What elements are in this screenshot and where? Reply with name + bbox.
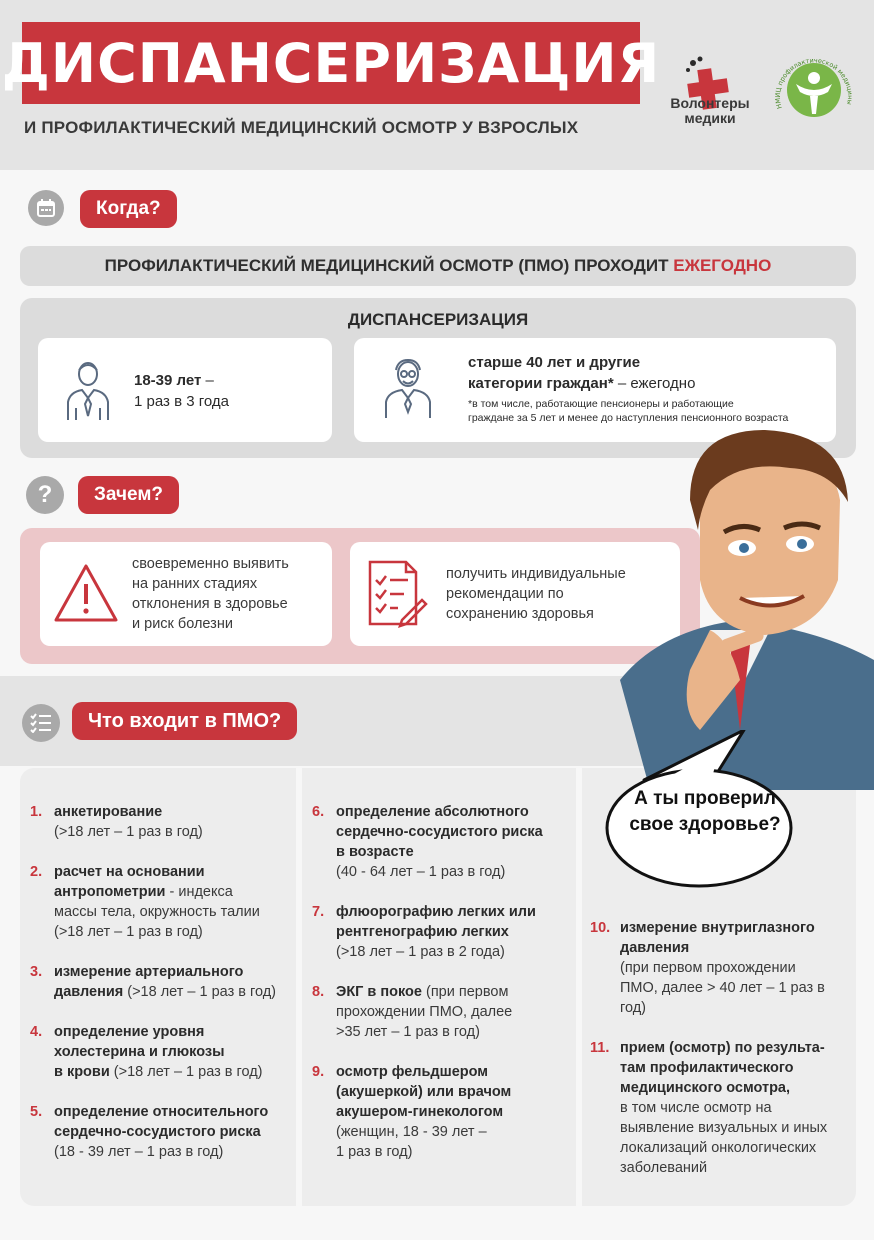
pmo-item [590, 918, 844, 1018]
pmo-item [30, 802, 294, 842]
nmic-logo [772, 48, 856, 132]
age-18-39-text [134, 370, 229, 412]
pmo-item-bold: давления [54, 984, 124, 1000]
warning-icon [52, 562, 120, 624]
pmo-item-bold: рентгенографию легких [336, 924, 509, 940]
pmo-item-bold: осмотр фельдшером [336, 1064, 489, 1080]
pmo-item-line [54, 1022, 294, 1042]
pmo-item [312, 982, 566, 1042]
pmo-item-detail: (>18 лет – 1 раз в год) [54, 924, 203, 940]
recommendations-line2: рекомендации по [446, 586, 564, 602]
question-icon: ? [26, 476, 64, 514]
pmo-item-number: 7. [312, 904, 325, 920]
page-subtitle: И ПРОФИЛАКТИЧЕСКИЙ МЕДИЦИНСКИЙ ОСМОТР У ВЗРОСЛЫХ [24, 118, 579, 137]
age-40-plus-label-line2: категории граждан* [468, 375, 614, 392]
pmo-item-line [54, 1042, 294, 1062]
pmo-item-number: 4. [30, 1024, 43, 1040]
recommendations-line1: получить индивидуальные [446, 566, 626, 582]
pmo-item-detail: в том числе осмотр на [620, 1100, 772, 1116]
pmo-item-line [336, 922, 566, 942]
early-detection-card [40, 542, 332, 646]
pmo-item-bold: давления [620, 940, 690, 956]
pmo-item [30, 862, 294, 942]
dispensarization-title: ДИСПАНСЕРИЗАЦИЯ [347, 310, 529, 329]
age-18-39-dash: – [201, 372, 214, 389]
pmo-item-bold: акушером-гинекологом [336, 1104, 504, 1120]
pmo-item-line [336, 1082, 566, 1102]
pmo-item [312, 802, 566, 882]
pmo-item-line [620, 918, 844, 938]
pmo-item-bold: измерение артериального [54, 964, 244, 980]
age-18-39-label: 18-39 лет [134, 372, 202, 389]
pmo-frequency-banner [20, 246, 856, 286]
pmo-item-bold: холестерина и глюкозы [54, 1044, 225, 1060]
pmo-banner-text: ПРОФИЛАКТИЧЕСКИЙ МЕДИЦИНСКИЙ ОСМОТР (ПМО) ПРОХОДИТ [104, 256, 669, 275]
pmo-item-detail: >35 лет – 1 раз в год) [336, 1024, 480, 1040]
pmo-item-bold: сердечно-сосудистого риска [54, 1124, 261, 1140]
early-detection-line4: и риск болезни [132, 616, 233, 632]
pmo-item-line [54, 882, 294, 902]
volunteers-label-line1: Волонтеры [670, 95, 750, 111]
pmo-item-detail: (женщин, 18 - 39 лет – [336, 1124, 487, 1140]
pmo-item-bold: прием (осмотр) по результа- [620, 1040, 825, 1056]
pmo-item-bold: расчет на основании [54, 864, 205, 880]
age-40-plus-footnote [468, 397, 828, 425]
pmo-item-detail: (18 - 39 лет – 1 раз в год) [54, 1144, 224, 1160]
pmo-item-bold: измерение внутриглазного [620, 920, 815, 936]
footnote-line2: граждане за 5 лет и менее до наступления пенсионного возраста [468, 412, 789, 424]
pmo-item-detail: год) [620, 1000, 647, 1016]
volunteers-medics-label [660, 96, 760, 126]
pmo-item-bold: в возрасте [336, 844, 414, 860]
pmo-item-bold: определение относительного [54, 1104, 269, 1120]
age-40-plus-label-line1: старше 40 лет и другие [468, 354, 641, 371]
pmo-item-detail: 1 раз в год) [336, 1144, 413, 1160]
early-detection-line2: на ранних стадиях [132, 576, 258, 592]
pmo-item-tail: (>18 лет – 1 раз в год) [109, 1064, 263, 1080]
age-18-39-frequency: 1 раз в 3 года [134, 393, 229, 410]
pmo-item-detail: прохождении ПМО, далее [336, 1004, 513, 1020]
pmo-item-line [336, 842, 566, 862]
pmo-item [30, 962, 294, 1002]
pmo-item-line [54, 802, 294, 822]
pmo-item-line [336, 1102, 566, 1122]
pmo-item-bold: в крови [54, 1064, 110, 1080]
bubble-line2: свое здоровье? [629, 814, 781, 835]
pmo-item [312, 902, 566, 962]
pmo-item-bold: определение абсолютного [336, 804, 529, 820]
pmo-item-line [336, 822, 566, 842]
older-man-icon [382, 356, 434, 420]
age-40-plus-frequency: – ежегодно [613, 375, 696, 392]
pmo-item-line [620, 1038, 844, 1058]
pmo-item-line [336, 1062, 566, 1082]
pmo-item-line [620, 1058, 844, 1078]
volunteers-label-line2: медики [684, 110, 736, 126]
pmo-item-number: 2. [30, 864, 43, 880]
early-detection-text [132, 554, 289, 634]
pmo-item [30, 1022, 294, 1082]
section-label-why: Зачем? [78, 476, 179, 514]
early-detection-line1: своевременно выявить [132, 556, 289, 572]
pmo-item-line [54, 862, 294, 882]
bubble-line1: А ты проверил [634, 788, 776, 809]
pmo-item-detail: массы тела, окружность талии [54, 904, 260, 920]
pmo-item-detail: (>18 лет – 1 раз в 2 года) [336, 944, 505, 960]
pmo-item-detail: выявление визуальных и иных [620, 1120, 828, 1136]
pmo-item-bold: сердечно-сосудистого риска [336, 824, 543, 840]
pmo-item [30, 1102, 294, 1162]
section-label-when: Когда? [80, 190, 177, 228]
pmo-item-number: 5. [30, 1104, 43, 1120]
pmo-item-tail: (при первом [421, 984, 509, 1000]
pmo-item-line [54, 1062, 294, 1082]
pmo-item-tail: (>18 лет – 1 раз в год) [123, 984, 276, 1000]
pmo-item-bold: определение уровня [54, 1024, 205, 1040]
pmo-item-number: 10. [590, 920, 611, 936]
pmo-item-bold: флюорографию легких или [336, 904, 536, 920]
pmo-item-line [54, 982, 294, 1002]
pmo-item-line [620, 938, 844, 958]
pmo-item-bold: медицинского осмотра, [620, 1080, 791, 1096]
pmo-item-number: 1. [30, 804, 43, 820]
pmo-item-detail: (при первом прохождении [620, 960, 796, 976]
pmo-item [590, 1038, 844, 1178]
pmo-item-number: 8. [312, 984, 325, 1000]
pmo-item-line [54, 962, 294, 982]
pmo-item-tail: - индекса [165, 884, 233, 900]
svg-text:НМИЦ профилактической медицины: НМИЦ профилактической медицины [773, 56, 855, 110]
pmo-item-number: 6. [312, 804, 325, 820]
page-title: ДИСПАНСЕРИЗАЦИЯ [22, 22, 640, 104]
early-detection-line3: отклонения в здоровье [132, 596, 288, 612]
pmo-item-detail: локализаций онкологических [620, 1140, 817, 1156]
recommendations-line3: сохранению здоровья [446, 606, 594, 622]
pmo-item [312, 1062, 566, 1162]
checklist-icon [366, 558, 428, 628]
age-18-39-card [38, 338, 332, 442]
pmo-item-number: 11. [590, 1040, 610, 1056]
list-icon [22, 704, 60, 742]
section-label-pmo: Что входит в ПМО? [72, 702, 297, 740]
pmo-item-number: 9. [312, 1064, 325, 1080]
calendar-icon [28, 190, 64, 226]
pmo-item-bold: (акушеркой) или врачом [336, 1084, 512, 1100]
age-40-plus-text [468, 352, 828, 425]
pmo-item-number: 3. [30, 964, 43, 980]
pmo-item-bold: ЭКГ в покое [336, 984, 422, 1000]
pmo-item-line [54, 1102, 294, 1122]
pmo-item-detail: заболеваний [620, 1160, 708, 1176]
pmo-item-detail: (>18 лет – 1 раз в год) [54, 824, 203, 840]
pmo-banner-highlight: ЕЖЕГОДНО [673, 256, 772, 275]
pmo-item-bold: антропометрии [54, 884, 166, 900]
pmo-item-line [336, 982, 566, 1002]
pmo-item-line [54, 1122, 294, 1142]
pmo-item-detail: ПМО, далее > 40 лет – 1 раз в [620, 980, 825, 996]
young-man-icon [64, 358, 112, 422]
pmo-item-line [336, 802, 566, 822]
speech-bubble-text [620, 786, 790, 838]
age-40-plus-card [354, 338, 836, 442]
pmo-item-line [620, 1078, 844, 1098]
pmo-item-detail: (40 - 64 лет – 1 раз в год) [336, 864, 506, 880]
pmo-item-line [336, 902, 566, 922]
pmo-item-bold: анкетирование [54, 804, 163, 820]
pmo-item-bold: там профилактического [620, 1060, 794, 1076]
footnote-line1: *в том числе, работающие пенсионеры и работающие [468, 398, 734, 410]
